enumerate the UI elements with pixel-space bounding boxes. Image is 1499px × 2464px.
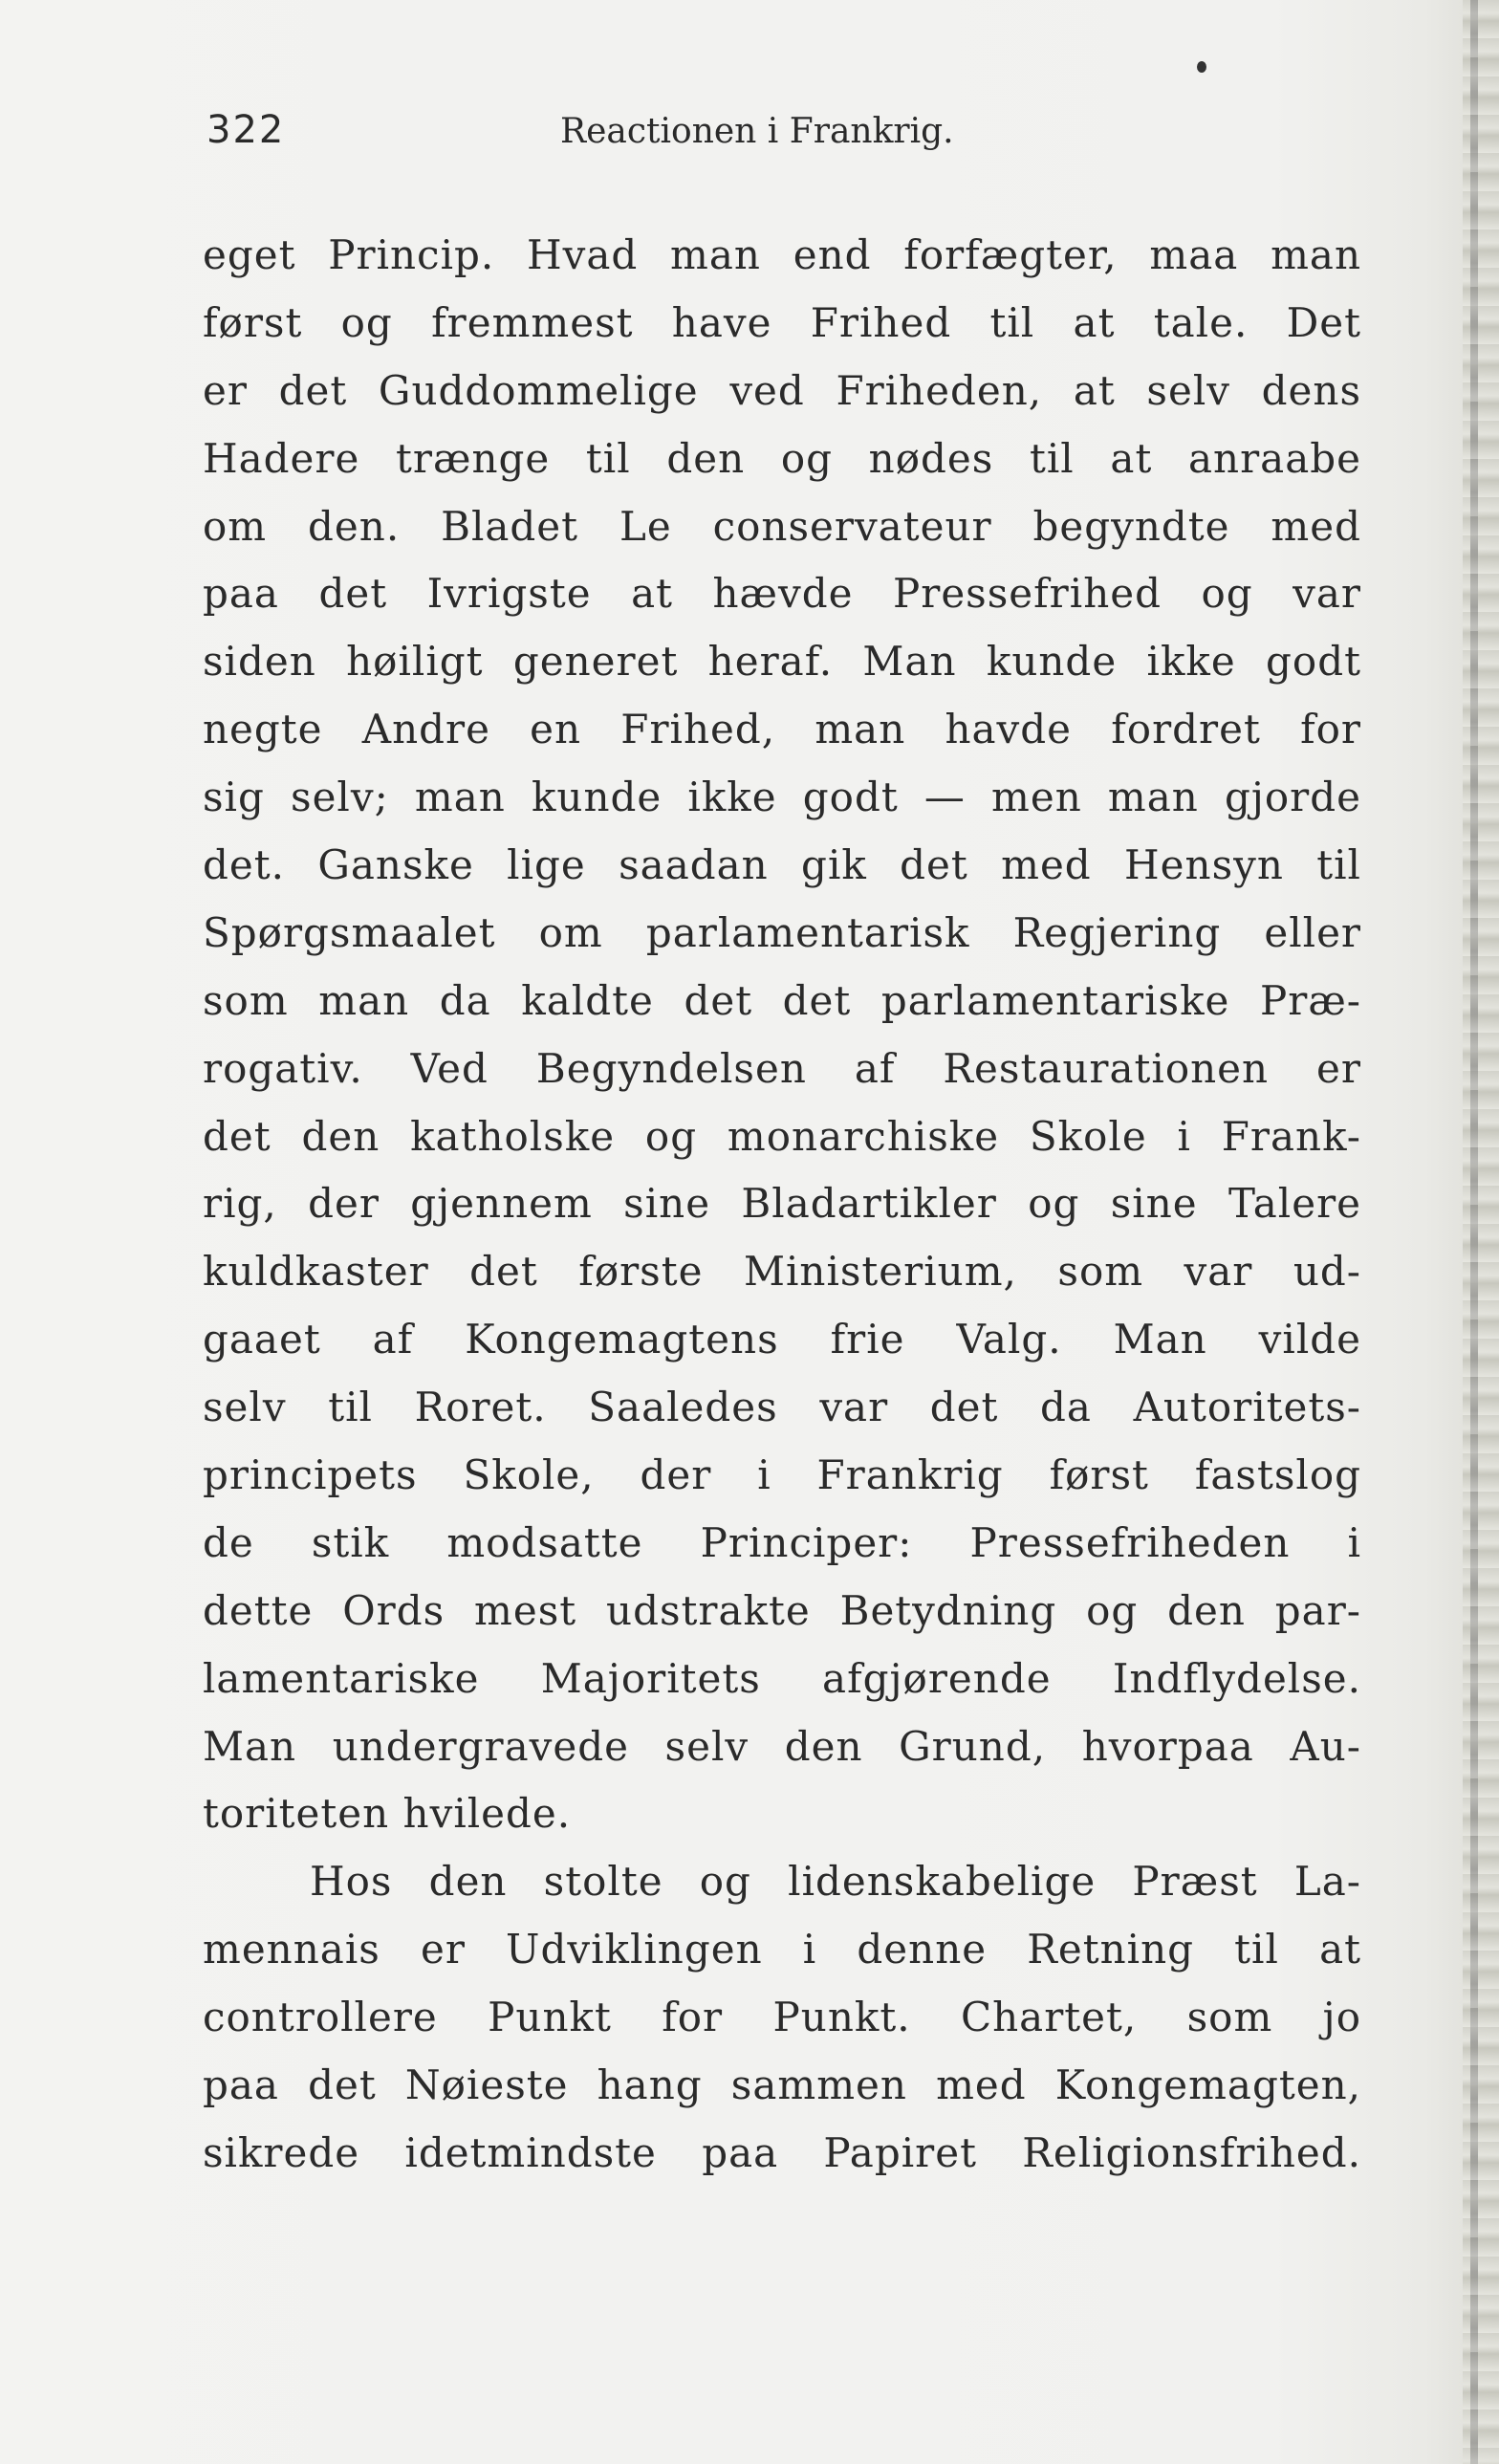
ink-speck	[1197, 61, 1206, 73]
text-line: toriteten hvilede.	[203, 1790, 572, 1838]
text-line: mennais er Udviklingen i denne Retning til at	[203, 1926, 1361, 1973]
text-line: rig, der gjennem sine Bladartikler og sine Talere	[203, 1180, 1361, 1228]
text-line: de stik modsatte Principer: Pressefriheden i	[203, 1518, 1361, 1566]
page-gutter-edge	[1463, 0, 1499, 2464]
text-line: gaaet af Kongemagtens frie Valg. Man vilde	[203, 1316, 1361, 1363]
text-line: rogativ. Ved Begyndelsen af Restaurationen er	[203, 1044, 1361, 1092]
text-line: det den katholske og monarchiske Skole i Frank-	[203, 1112, 1361, 1160]
text-line: Hadere trænge til den og nødes til at anraabe	[203, 434, 1361, 482]
text-line: Hos den stolte og lidenskabelige Præst La-	[310, 1858, 1361, 1906]
text-line: først og fremmest have Frihed til at tale. Det	[203, 298, 1361, 346]
text-line: Spørgsmaalet om parlamentarisk Regjering eller	[203, 908, 1361, 956]
body-text	[203, 222, 1361, 2188]
text-line: siden høiligt generet heraf. Man kunde ikke godt	[203, 638, 1361, 686]
text-line: som man da kaldte det det parlamentariske Præ-	[203, 976, 1361, 1024]
text-line: lamentariske Majoritets afgjørende Indflydelse.	[203, 1654, 1361, 1702]
running-title: Reactionen i Frankrig.	[560, 112, 954, 151]
text-line: dette Ords mest udstrakte Betydning og den par-	[203, 1586, 1361, 1634]
text-line: det. Ganske lige saadan gik det med Hensyn til	[203, 841, 1361, 889]
text-line: kuldkaster det første Ministerium, som var ud-	[203, 1248, 1361, 1296]
text-line: paa det Nøieste hang sammen med Kongemagten,	[203, 2061, 1361, 2109]
text-line: sikrede idetmindste paa Papiret Religionsfrihed.	[203, 2128, 1361, 2176]
text-line: om den. Bladet Le conservateur begyndte med	[203, 502, 1361, 550]
text-line: paa det Ivrigste at hævde Pressefrihed og var	[203, 570, 1361, 618]
text-line: eget Princip. Hvad man end forfægter, maa man	[203, 231, 1361, 278]
text-line: selv til Roret. Saaledes var det da Autoritets-	[203, 1384, 1361, 1431]
page-number: 322	[206, 108, 286, 152]
page-header	[206, 108, 1048, 156]
text-line: Man undergravede selv den Grund, hvorpaa Au-	[203, 1722, 1361, 1770]
text-line: controllere Punkt for Punkt. Chartet, som jo	[203, 1994, 1361, 2041]
text-line: er det Guddommelige ved Friheden, at selv dens	[203, 366, 1361, 414]
text-line: negte Andre en Frihed, man havde fordret for	[203, 706, 1361, 753]
text-line: sig selv; man kunde ikke godt — men man gjorde	[203, 774, 1361, 821]
text-line: principets Skole, der i Frankrig først fastslog	[203, 1451, 1361, 1499]
